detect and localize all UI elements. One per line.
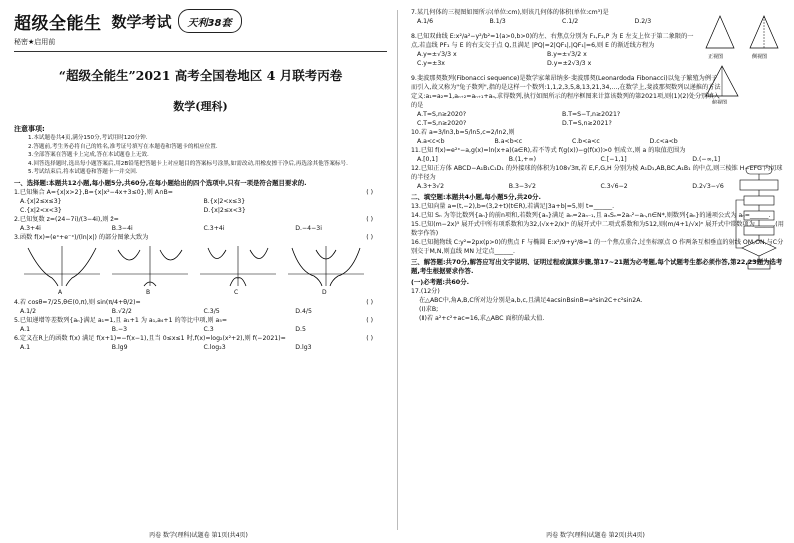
option: B.3−3√2 bbox=[508, 183, 536, 190]
option: B.lg9 bbox=[111, 343, 128, 351]
answer-paren: ( ) bbox=[366, 188, 373, 196]
option: C.T=S,n≥2020? bbox=[417, 120, 467, 127]
footer-right: 丙卷 数学(理科)试题卷 第2页(共4页) bbox=[546, 532, 645, 539]
question-17-body: 在△ABC中,角A,B,C所对边分别是a,b,c,且满足4acsinBsinB=a²sin2C+c²sin2A. bbox=[419, 297, 643, 304]
question-3 bbox=[14, 233, 387, 242]
option: B.(1,+∞) bbox=[508, 156, 537, 163]
right-page bbox=[397, 0, 794, 543]
graph-option-b bbox=[110, 244, 190, 296]
option: B.{x|2<x≤3} bbox=[203, 197, 246, 205]
option: B.y=±√3/2 x bbox=[547, 51, 587, 58]
option: C.1/2 bbox=[562, 18, 579, 25]
option: A.1/2 bbox=[20, 307, 37, 315]
answer-paren: ( ) bbox=[366, 334, 373, 342]
option: C.y=±3x bbox=[417, 60, 445, 67]
option: A.3+4i bbox=[20, 224, 41, 232]
option: C.b<a<c bbox=[572, 138, 600, 145]
q8-options bbox=[411, 50, 677, 59]
option: B.√2/2 bbox=[111, 307, 132, 315]
question-6 bbox=[14, 334, 387, 343]
q8-stem: 8.已知双曲线 E:x²/a²−y²/b²=1(a>0,b>0)的左、右焦点分别为 F₁,F₂,P 为 E 左支上位于第二象限的一点,若直线 PF₁ 与 E 的右支交于点 Q,且满足 |PQ|=2|QF₁|,|QF₁|=6,则 E 的渐近线方程为 bbox=[411, 33, 694, 49]
fig-label-side: 侧视图 bbox=[752, 54, 768, 60]
question-10 bbox=[411, 128, 784, 137]
footer-left: 丙卷 数学(理科)试题卷 第1页(共4页) bbox=[149, 532, 248, 539]
q10-options bbox=[411, 137, 727, 146]
q9-options bbox=[411, 110, 707, 119]
q12-options bbox=[411, 182, 784, 191]
header-rule bbox=[14, 51, 387, 52]
answer-paren: ( ) bbox=[366, 298, 373, 306]
option: A.T=S,n≥2020? bbox=[417, 111, 467, 118]
option: B.3−4i bbox=[111, 224, 133, 232]
graph-option-d bbox=[286, 244, 366, 296]
option: D.5 bbox=[295, 325, 306, 333]
section-solve-heading: 三、解答题:共70分,解答应写出文字说明、证明过程或演算步骤,第17~21题为必考题,每个试题考生都必须作答,第22,23题为选考题,考生根据要求作答. bbox=[411, 258, 783, 275]
question-15: 15.已知(m−2x)⁵ 展开式中所有项系数和为32,(√x+2/x)ⁿ 的展开式中二项式系数和为512,则(m/4+1/√x)ⁿ 展开式中常数项为______.(用数字作答) bbox=[411, 221, 784, 237]
q7-stem: 7.某几何体的三视图如图所示(单位:cm),则该几何体的体积(单位:cm³)是 bbox=[411, 9, 609, 16]
graph-option-a bbox=[22, 244, 102, 296]
option: A.{x|2≤x≤3} bbox=[20, 197, 62, 205]
option: B.a<b<c bbox=[494, 138, 523, 145]
notice-list bbox=[14, 134, 387, 177]
notice-item: 5.考试结束后,将本试题卷和答题卡一并交回. bbox=[28, 169, 138, 176]
q1-stem: 1.已知集合 A={x|x>2},B={x|x²−4x+3≤0},则 A∩B= bbox=[14, 188, 173, 196]
graph-a-plot bbox=[22, 244, 102, 288]
question-8 bbox=[411, 32, 784, 50]
option: A.1 bbox=[20, 343, 31, 351]
notice-item: 4.回答选择题时,选出每小题答案后,用2B铅笔把答题卡上对应题目的答案标号涂黑,如需改动,用橡皮擦干净后,再选涂其他答案标号. bbox=[28, 160, 348, 167]
option: D.−4−3i bbox=[295, 224, 322, 232]
option: D.2/3 bbox=[634, 18, 652, 25]
brand-name: 超级全能生 bbox=[14, 13, 102, 34]
q1-options-2 bbox=[14, 206, 387, 215]
question-14: 14.已知 Sₙ 为等比数列{aₙ}的前n项和,若数列{aₙ}满足 aₙ=2aₙ₋₁,且 aₙSₙ=2aₙ²−aₙ,n∈N*,则数列{aₙ}的通项公式为 aₙ=______. bbox=[411, 212, 771, 219]
graph-label: A bbox=[58, 288, 63, 296]
graph-label: D bbox=[322, 288, 327, 296]
option: B.T=S−T,n≥2021? bbox=[562, 111, 621, 118]
notice-item: 2.答题前,考生务必将自己的姓名,准考证号填写在本题卷和答题卡的相应位置. bbox=[28, 143, 218, 150]
section-required-heading: (一)必考题:共60分. bbox=[411, 278, 470, 286]
section-choice-heading: 一、选择题:本题共12小题,每小题5分,共60分,在每小题给出的四个选项中,只有一项是符合题目要求的. bbox=[14, 178, 307, 187]
question-7 bbox=[411, 8, 784, 17]
question-5 bbox=[14, 316, 387, 325]
option: A.a<c<b bbox=[417, 138, 445, 145]
q3-graphs bbox=[14, 244, 387, 296]
q1-options bbox=[14, 197, 387, 206]
q6-stem: 6.定义在R上的函数 f(x) 满足 f(x+1)=−f(x−1),且当 0≤x≤1 时,f(x)=log₂(x²+2),则 f(−2021)= bbox=[14, 334, 286, 342]
q10-stem: 10.若 a=3/ln3,b=5/ln5,c=2/ln2,则 bbox=[411, 129, 515, 136]
q5-stem: 5.已知递增等差数列{aₙ}满足 a₁=1,且 a₁+1 为 a₁,a₄+1 的等比中项,则 a₅= bbox=[14, 316, 228, 324]
answer-paren: ( ) bbox=[366, 316, 373, 324]
q7-options bbox=[411, 17, 707, 26]
option: C.3√6−2 bbox=[600, 183, 628, 190]
answer-paren: ( ) bbox=[366, 233, 373, 241]
option: C.3 bbox=[203, 325, 214, 333]
option: D.T=S,n≥2021? bbox=[562, 120, 612, 127]
section-fill-heading: 二、填空题:本题共4小题,每小题5分,共20分. bbox=[411, 193, 541, 201]
question-9 bbox=[411, 74, 784, 110]
option: A.3+3√2 bbox=[417, 183, 445, 190]
question-17-head: 17.(12分) bbox=[411, 288, 440, 295]
question-2 bbox=[14, 215, 387, 224]
option: B.1/3 bbox=[489, 18, 506, 25]
q2-stem: 2.已知复数 z=(24−7i)/(3−4i),则 z̄= bbox=[14, 215, 119, 223]
notice-heading: 注意事项: bbox=[14, 125, 45, 133]
header-brand bbox=[14, 8, 387, 34]
option: A.1/6 bbox=[417, 18, 434, 25]
q12-stem: 12.已知正方体 ABCD−A₁B₁C₁D₁ 的外接球的体积为108√3π,若 E,F,G,H 分别为棱 A₁D₁,AB,BC,A₁B₁ 的中点,则三棱锥 H−EFG 内切球的半径为 bbox=[411, 165, 783, 181]
option: C.3+4i bbox=[203, 224, 225, 232]
q4-stem: 4.若 cosθ=7/25,θ∈(0,π),则 sin(π/4+θ/2)= bbox=[14, 298, 141, 306]
graph-c-plot bbox=[198, 244, 278, 288]
question-12 bbox=[411, 164, 784, 182]
option: C.3/5 bbox=[203, 307, 220, 315]
option: D.c<a<b bbox=[649, 138, 678, 145]
q11-options bbox=[411, 155, 784, 164]
question-16: 16.已知抛物线 C:y²=2px(p>0)的焦点 F 与椭圆 E:x²/9+y²/8=1 的一个焦点重合,过坐标原点 O 作两条互相垂直的射线 OM,ON,与C分别交于M,N,则直线 MN 过定点______. bbox=[411, 239, 784, 255]
graph-option-c bbox=[198, 244, 278, 296]
q3-stem: 3.函数 f(x)=(eˣ+e⁻ˣ)/(ln|x|) 的部分图象大致为 bbox=[14, 233, 149, 241]
brand-logo: 天利38套 bbox=[178, 9, 242, 33]
graph-label: C bbox=[234, 288, 239, 296]
q2-options bbox=[14, 224, 387, 233]
q9-options-2 bbox=[411, 119, 707, 128]
option: B.−3 bbox=[111, 325, 128, 333]
q8-options-2 bbox=[411, 59, 677, 68]
notice-item: 3.全部答案在答题卡上完成,答在本试题卷上无效. bbox=[28, 152, 149, 159]
question-4 bbox=[14, 298, 387, 307]
option: C.log₂3 bbox=[203, 343, 226, 351]
fig-label-front: 正视图 bbox=[708, 54, 724, 60]
question-17-part: (Ⅰ)求B; bbox=[419, 306, 439, 313]
notice-item: 1.本试题卷共4页,满分150分,考试用时120分钟. bbox=[28, 135, 148, 141]
option: D.2√3−√6 bbox=[692, 183, 724, 190]
option: C.[−1,1] bbox=[600, 156, 627, 163]
question-11 bbox=[411, 146, 784, 155]
option: D.4/5 bbox=[295, 307, 312, 315]
graph-label: B bbox=[146, 288, 151, 296]
option: C.{x|2<x<3} bbox=[20, 206, 62, 214]
answer-paren: ( ) bbox=[366, 215, 373, 223]
option: A.1 bbox=[20, 325, 31, 333]
page-title: “超级全能生”2021 高考全国卷地区 4 月联考丙卷 bbox=[58, 68, 343, 83]
q9-stem: 9.斐波那契数列(Fibonacci sequence)是数学家莱昂纳多·斐波那契(Leonardoda Fibonacci)以兔子繁殖为例子而引入,故又称为"兔子数列",指的是这样一个数列:1,1,2,3,5,8,13,21,34,…,在数学上,斐波那契数列以递推的方法定义:a₁=a₂=1,aₙ₊₂=aₙ₊₁+aₙ,求得数列,执行如图所示的程序框图来计算该数列的第2021项,则(1)(2)处分别填入的是 bbox=[411, 75, 721, 109]
q4-options bbox=[14, 307, 387, 316]
option: A.[0,1] bbox=[417, 156, 438, 163]
graph-b-plot bbox=[110, 244, 190, 288]
option: D.(−∞,1] bbox=[692, 156, 721, 163]
brand-exam: 数学考试 bbox=[111, 12, 172, 31]
graph-d-plot bbox=[286, 244, 366, 288]
option: A.y=±√3/3 x bbox=[417, 51, 457, 58]
q6-options bbox=[14, 343, 387, 352]
subject-title: 数学(理科) bbox=[173, 100, 228, 113]
question-13: 13.已知向量 a=(t,−2),b=(3,2+t)(t∈R),若满足|3a+b|=5,则 t=______. bbox=[411, 203, 615, 210]
option: D.lg3 bbox=[295, 343, 312, 351]
option: D.y=±2√3/3 x bbox=[547, 60, 592, 67]
fig-label-top: 俯视图 bbox=[712, 100, 728, 104]
question-17-part: (Ⅱ)若 a²+c²+ac=16,求△ABC 面积的最大值. bbox=[419, 315, 545, 322]
question-1 bbox=[14, 188, 387, 197]
secret-label: 秘密★启用前 bbox=[14, 38, 56, 46]
q11-stem: 11.已知 f(x)=e²ˣ−a,g(x)=ln(x+a)(a∈R),若不等式 f(g(x))−g(f(x))>0 恒成立,则 a 的取值范围为 bbox=[411, 147, 686, 154]
q5-options bbox=[14, 325, 387, 334]
option: D.{x|2≤x<3} bbox=[203, 206, 246, 214]
